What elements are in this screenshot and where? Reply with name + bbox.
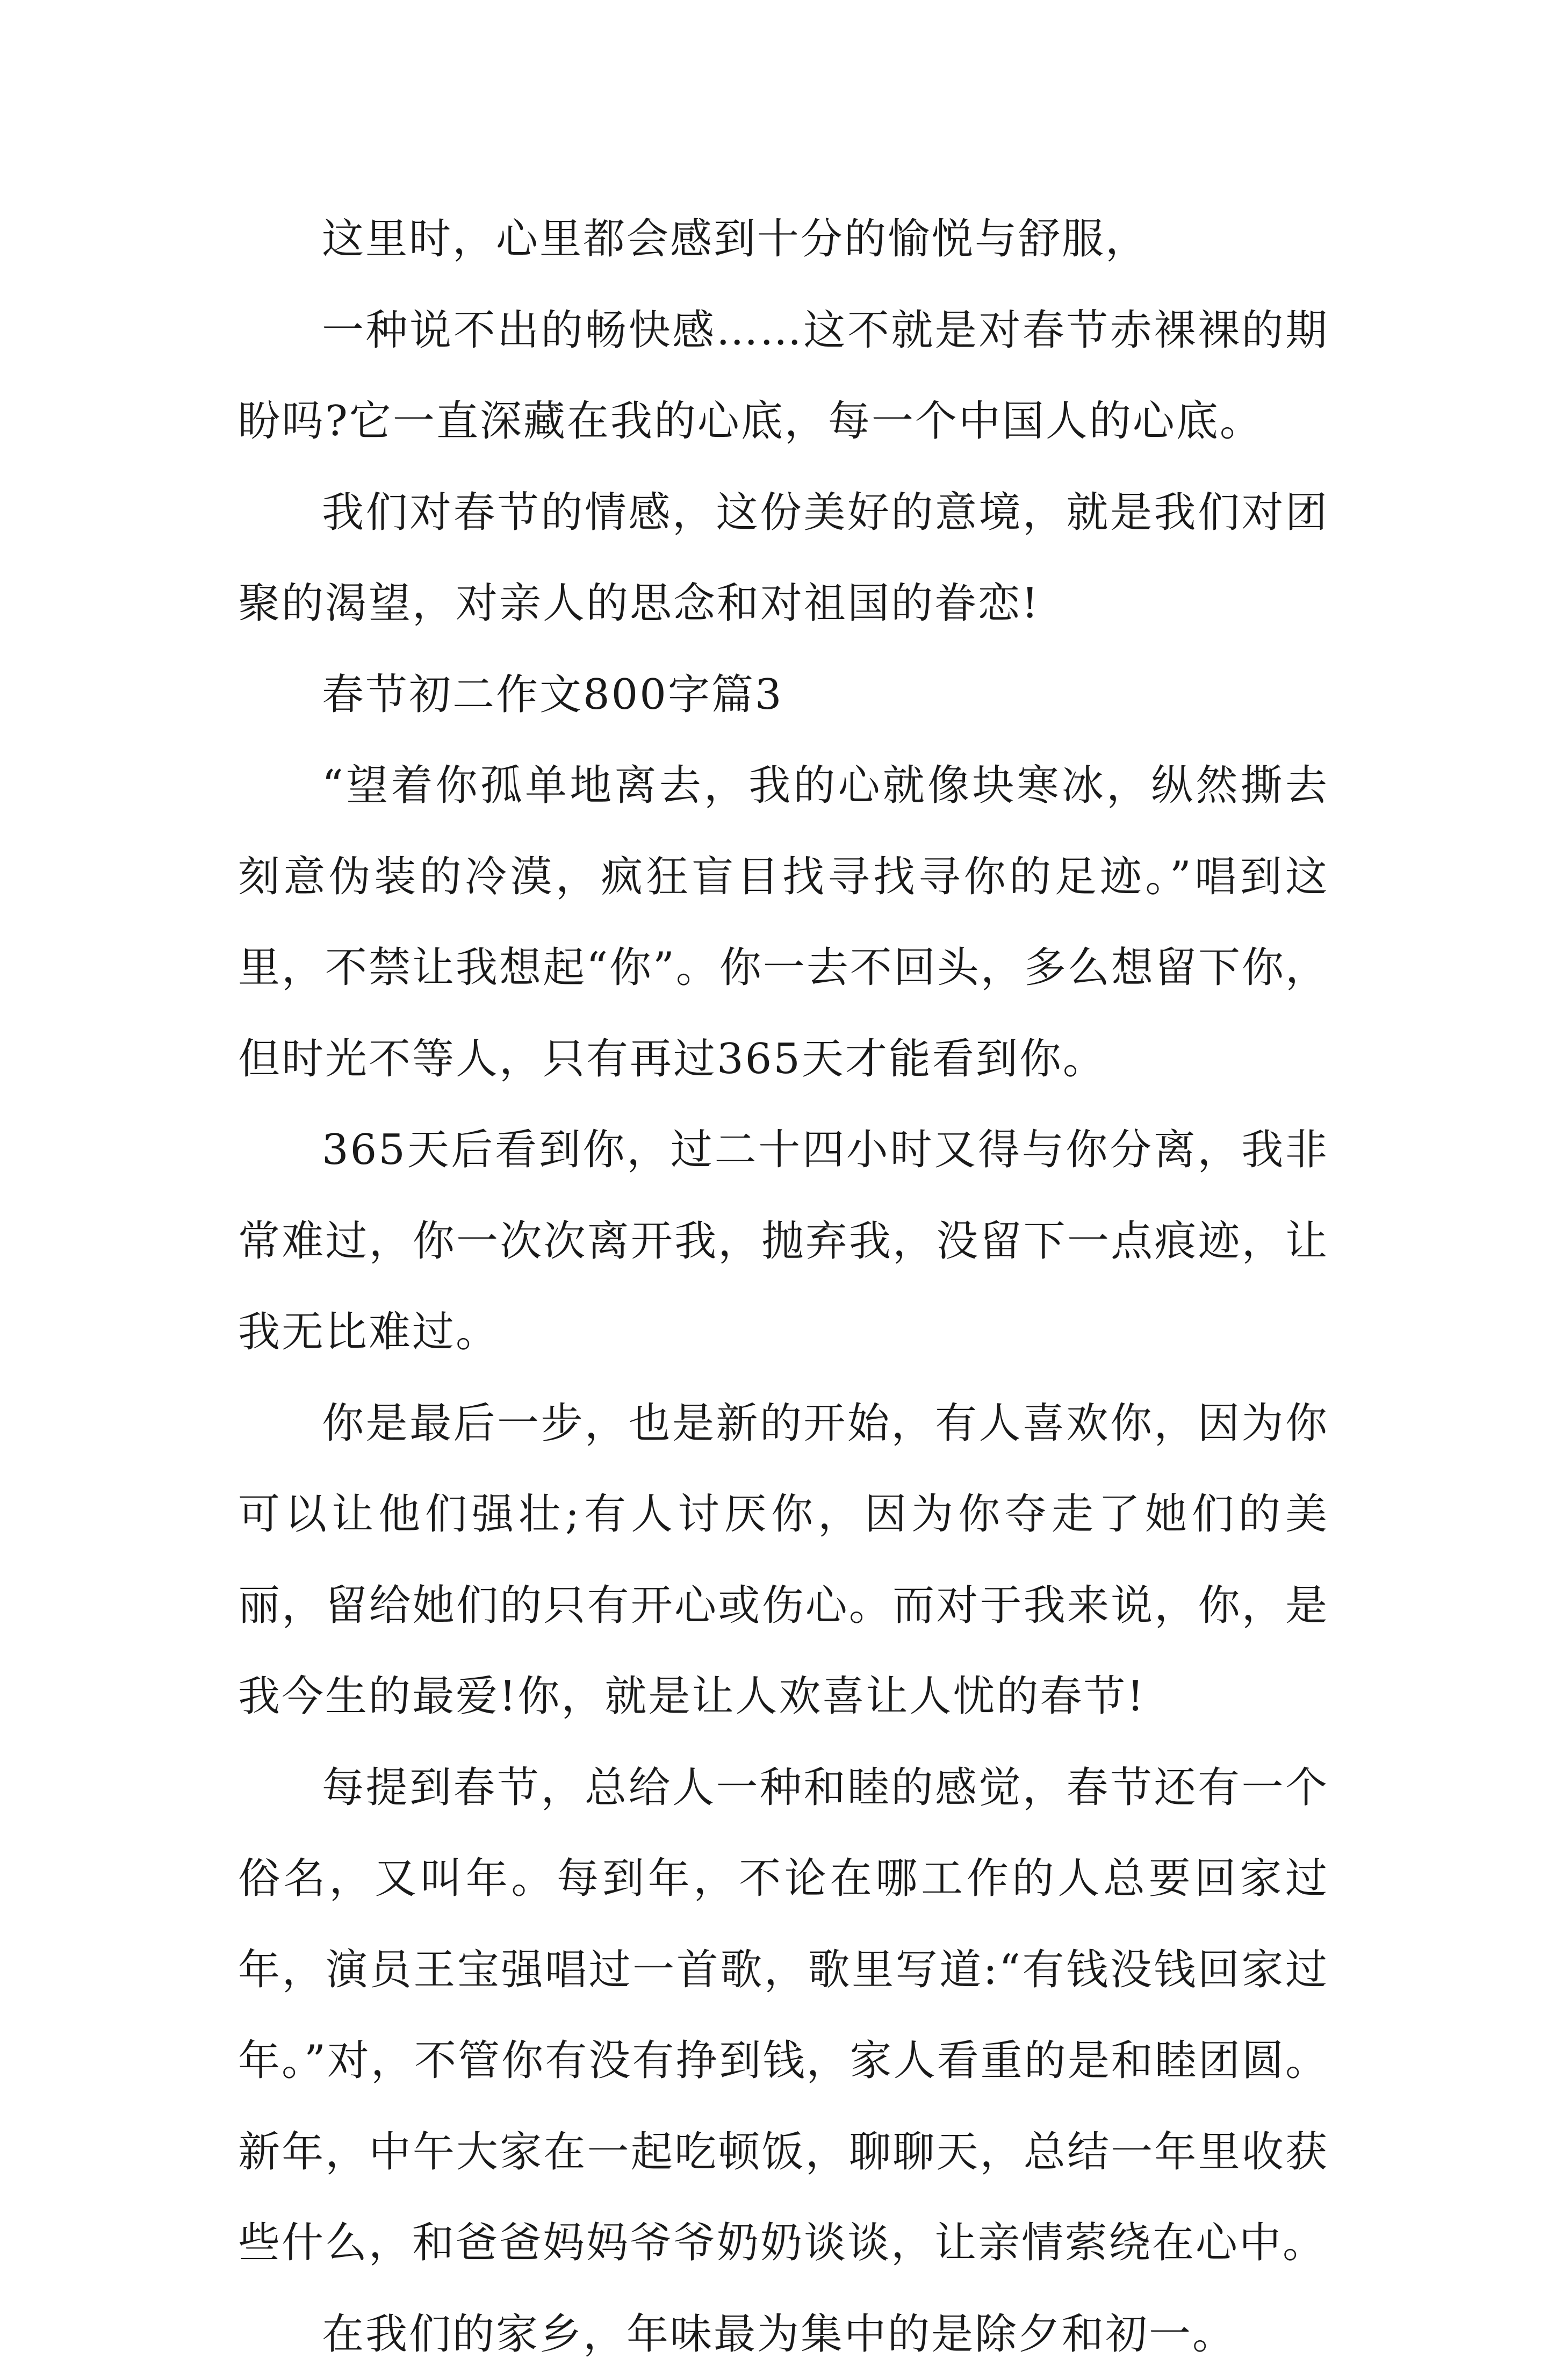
document-body	[238, 194, 1329, 2380]
paragraph: 你是最后一步，也是新的开始，有人喜欢你，因为你可以让他们强壮;有人讨厌你，因为你夺走了她们的美丽，留给她们的只有开心或伤心。而对于我来说，你，是我今生的最爱!你，就是让人欢喜让人忧的春节!	[238, 1378, 1329, 1743]
paragraph: 这里时，心里都会感到十分的愉悦与舒服，	[238, 194, 1329, 285]
paragraph: 一种说不出的畅快感……这不就是对春节赤裸裸的期盼吗?它一直深藏在我的心底，每一个中国人的心底。	[238, 285, 1329, 468]
paragraph: 每提到春节，总给人一种和睦的感觉，春节还有一个俗名，又叫年。每到年，不论在哪工作的人总要回家过年，演员王宝强唱过一首歌，歌里写道:“有钱没钱回家过年。”对，不管你有没有挣到钱，家人看重的是和睦团圆。新年，中午大家在一起吃顿饭，聊聊天，总结一年里收获些什么，和爸爸妈妈爷爷奶奶谈谈，让亲情萦绕在心中。	[238, 1743, 1329, 2289]
paragraph: “望着你孤单地离去，我的心就像块寒冰，纵然撕去刻意伪装的冷漠，疯狂盲目找寻找寻你的足迹。”唱到这里，不禁让我想起“你”。你一去不回头，多么想留下你，但时光不等人，只有再过365天才能看到你。	[238, 740, 1329, 1105]
section-heading: 春节初二作文800字篇3	[238, 650, 1329, 741]
paragraph: 在我们的家乡，年味最为集中的是除夕和初一。	[238, 2289, 1329, 2380]
paragraph: 我们对春节的情感，这份美好的意境，就是我们对团聚的渴望，对亲人的思念和对祖国的眷恋!	[238, 468, 1329, 650]
paragraph: 365天后看到你，过二十四小时又得与你分离，我非常难过，你一次次离开我，抛弃我，没留下一点痕迹，让我无比难过。	[238, 1105, 1329, 1378]
